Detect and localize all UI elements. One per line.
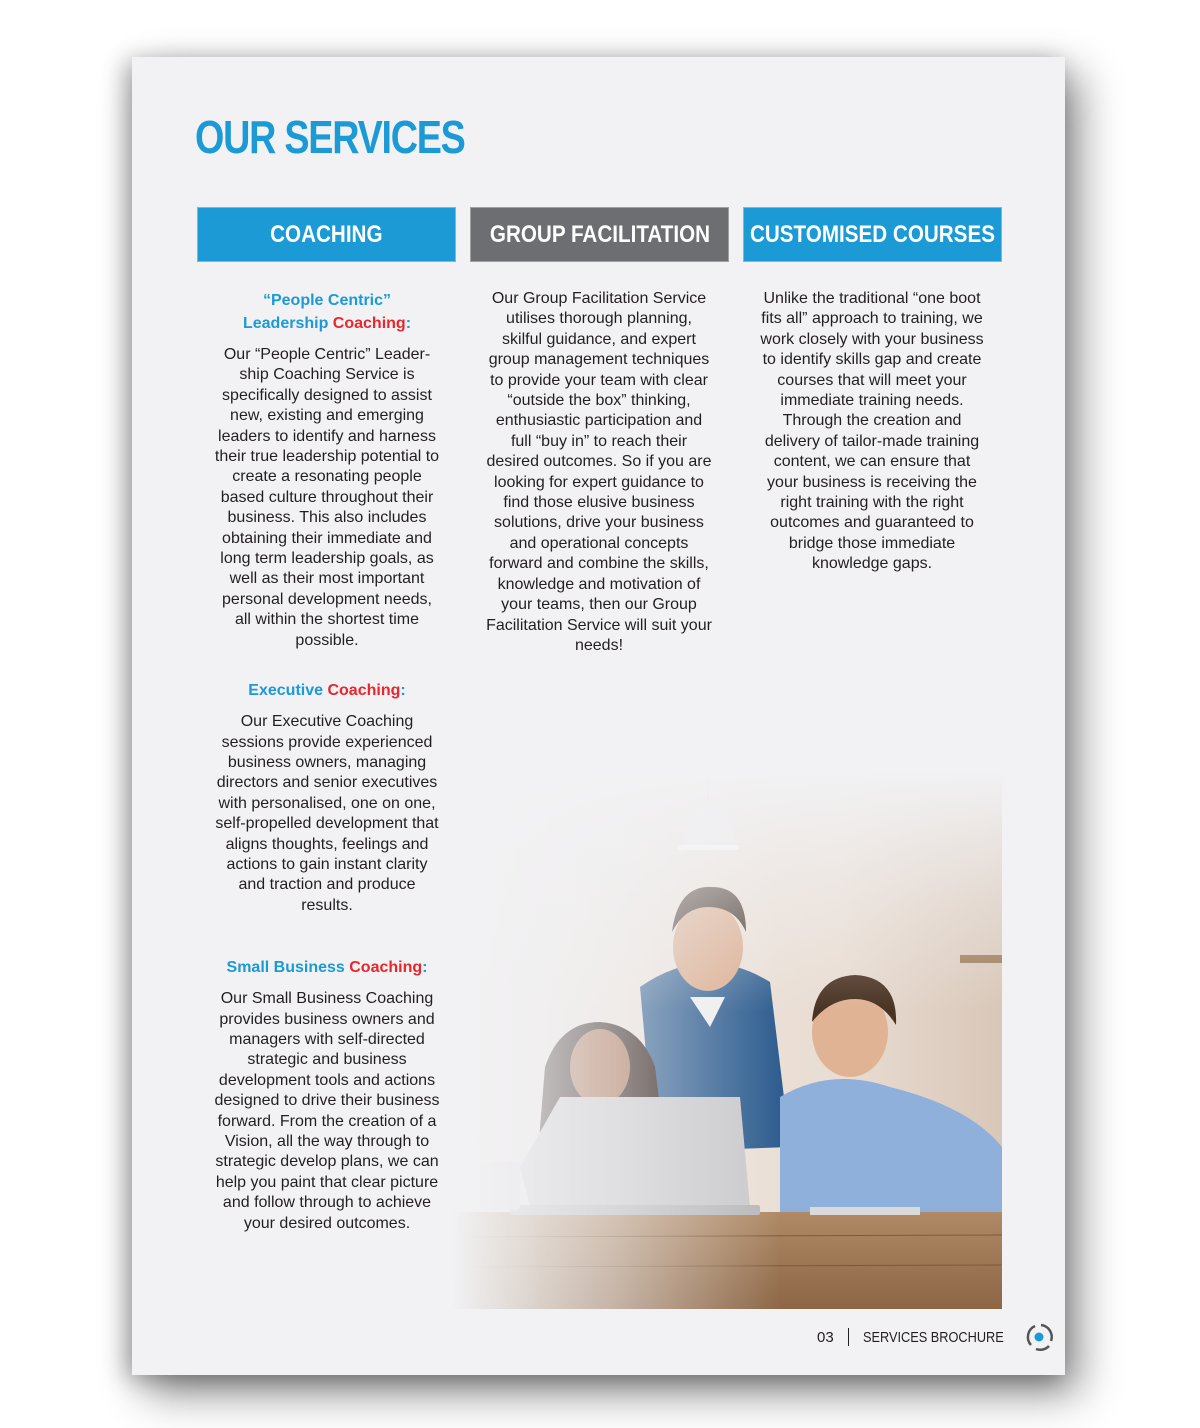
- footer-separator: [848, 1328, 850, 1346]
- heading-colon: :: [422, 959, 428, 977]
- heading-red-part: Coaching: [332, 315, 406, 332]
- tab-coaching-label: COACHING: [270, 220, 383, 248]
- team-photo: [450, 767, 1002, 1309]
- heading-blue-part: Executive: [248, 682, 324, 700]
- tab-customised-courses-label: CUSTOMISED COURSES: [749, 220, 996, 248]
- coaching-column: [212, 289, 442, 1234]
- group-facilitation-column: [484, 289, 714, 656]
- heading-blue-part: Small Business: [226, 959, 345, 977]
- heading-line1: “People Centric”: [262, 292, 392, 309]
- page-title: OUR SERVICES: [195, 111, 465, 163]
- tab-customised-courses: [743, 207, 1002, 262]
- customised-courses-column: [758, 289, 986, 575]
- heading-red-part: Coaching: [349, 959, 423, 977]
- tab-coaching: [197, 207, 456, 262]
- heading-colon: :: [405, 315, 412, 332]
- circle-target-icon: [1021, 1319, 1057, 1355]
- tab-group-facilitation-label: GROUP FACILITATION: [489, 220, 710, 248]
- executive-coaching-body: Our Executive Coaching sessions provide experienced business owners, managing directors and senior executives with personalised, one on one, self-propelled development that aligns thoughts, feelings and actions to gain instant clarity and traction and produce results.: [215, 713, 439, 914]
- heading-red-part: Coaching: [327, 682, 401, 700]
- page-number: 03: [817, 1328, 834, 1346]
- leadership-coaching-body: Our “People Centric” Leader-ship Coaching Service is specifically designed to assist new, existing and emerging leaders to identify and harness their true leadership potential to create a resonating people based culture throughout their business. This also includes obtaining their immediate and long term leadership goals, as well as their most important personal development needs, all within the shortest time possible.: [214, 346, 440, 649]
- heading-blue-part: Leadership: [242, 315, 329, 332]
- group-facilitation-body: Our Group Facilitation Service utilises thorough planning, skilful guidance, and expert group management techniques to provide your team with clear “outside the box” thinking, enthusiastic participation and full “buy in” to reach their desired outcomes. So if you are looking for expert guidance to find those elusive business solutions, drive your business and operational concepts forward and combine the skills, knowledge and motivation of your teams, then our Group Facilitation Service will suit your needs!: [486, 290, 712, 654]
- small-business-coaching-heading: [212, 956, 442, 979]
- brochure-page: [132, 57, 1065, 1375]
- team-photo-illustration: [450, 767, 1002, 1309]
- leadership-coaching-heading: [212, 289, 442, 335]
- small-business-coaching-body: Our Small Business Coaching provides business owners and managers with self-directed strategic and business development tools and actions designed to drive their business forward. From the creation of a Vision, all the way through to strategic develop plans, we can help you paint that clear picture and follow through to achieve your desired outcomes.: [214, 990, 440, 1232]
- customised-courses-body: Unlike the traditional “one boot fits all” approach to training, we work closely with your business to identify skills gap and create courses that will meet your immediate training needs. Through the creation and delivery of tailor-made training content, we can ensure that your business is receiving the right training with the right outcomes and guaranteed to bridge those immediate knowledge gaps.: [760, 290, 984, 573]
- footer-label: SERVICES BROCHURE: [863, 1328, 1004, 1346]
- heading-colon: :: [400, 682, 406, 700]
- page-footer: [817, 1322, 1057, 1352]
- tab-group-facilitation: [470, 207, 729, 262]
- executive-coaching-heading: [212, 679, 442, 702]
